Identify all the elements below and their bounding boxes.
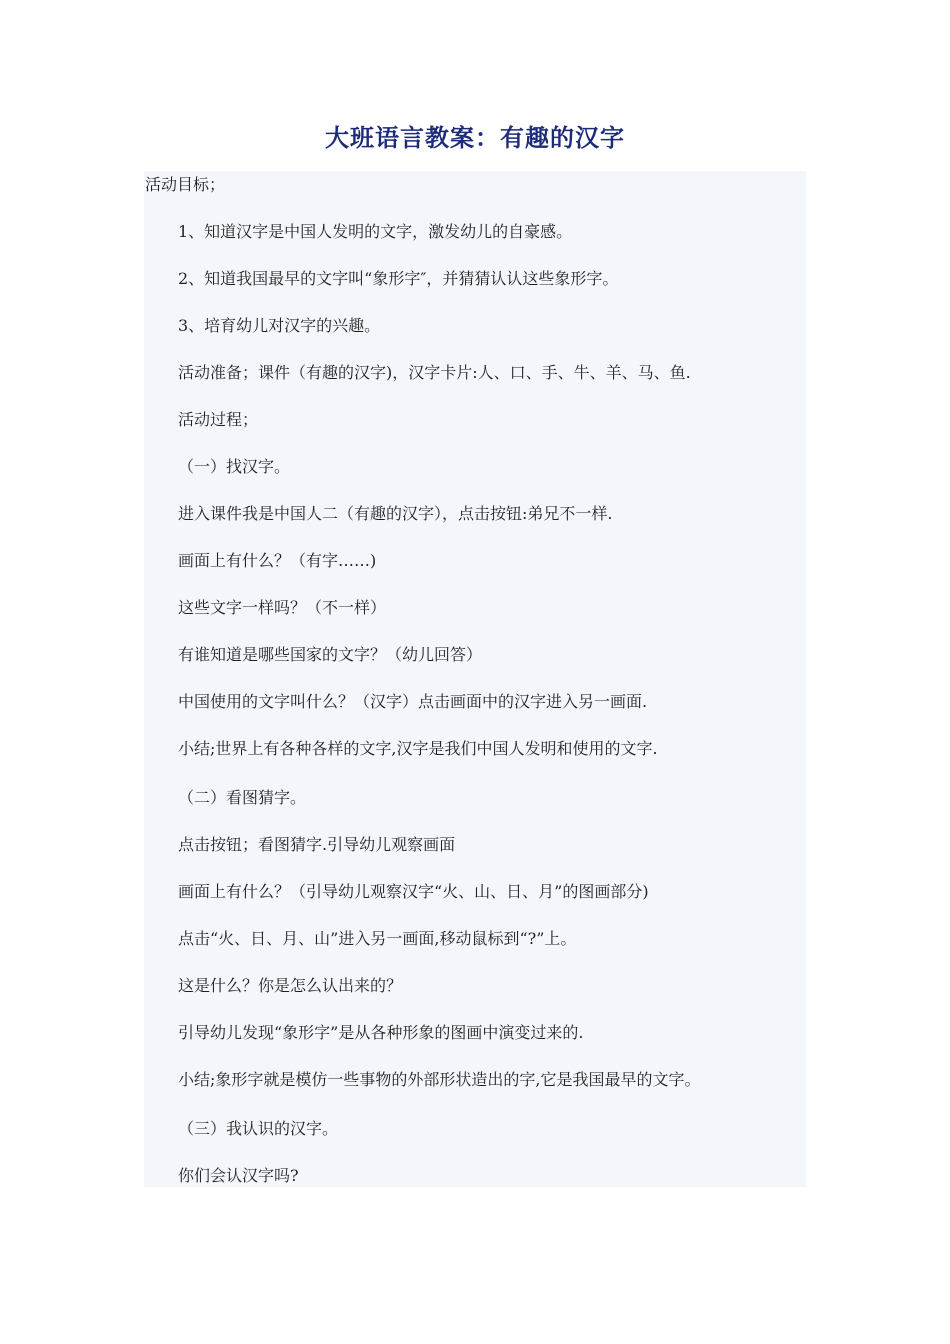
paragraph: 点击按钮；看图猜字.引导幼儿观察画面 bbox=[178, 835, 456, 854]
summary-1: 小结;世界上有各种各样的文字,汉字是我们中国人发明和使用的文字. bbox=[178, 739, 658, 758]
paragraph: 你们会认汉字吗? bbox=[178, 1166, 299, 1185]
section-1-heading: （一）找汉字。 bbox=[178, 457, 291, 476]
process-heading: 活动过程； bbox=[178, 410, 259, 429]
objective-1: 1、知道汉字是中国人发明的文字，激发幼儿的自豪感。 bbox=[178, 222, 573, 241]
objectives-heading: 活动目标； bbox=[145, 175, 226, 194]
paragraph: 引导幼儿发现“象形字”是从各种形象的图画中演变过来的. bbox=[178, 1023, 584, 1042]
paragraph: 画面上有什么？（有字……) bbox=[178, 551, 377, 570]
paragraph: 画面上有什么？（引导幼儿观察汉字“火、山、日、月”的图画部分) bbox=[178, 882, 649, 901]
page-title: 大班语言教案：有趣的汉字 bbox=[325, 123, 625, 152]
paragraph: 这些文字一样吗？（不一样） bbox=[178, 598, 387, 617]
section-2-heading: （二）看图猜字。 bbox=[178, 788, 307, 807]
preparation-line: 活动准备；课件（有趣的汉字)，汉字卡片:人、口、手、牛、羊、马、鱼. bbox=[178, 363, 691, 382]
objective-3: 3、培育幼儿对汉字的兴趣。 bbox=[178, 316, 381, 335]
paragraph: 有谁知道是哪些国家的文字？（幼儿回答） bbox=[178, 645, 483, 664]
paragraph: 点击“火、日、月、山”进入另一画面,移动鼠标到“?”上。 bbox=[178, 929, 577, 948]
summary-2: 小结;象形字就是模仿一些事物的外部形状造出的字,它是我国最早的文字。 bbox=[178, 1070, 701, 1089]
paragraph: 中国使用的文字叫什么？（汉字）点击画面中的汉字进入另一画面. bbox=[178, 692, 648, 711]
paragraph: 这是什么？你是怎么认出来的？ bbox=[178, 976, 403, 995]
paragraph: 进入课件我是中国人二（有趣的汉字），点击按钮:弟兄不一样. bbox=[178, 504, 613, 523]
objective-2: 2、知道我国最早的文字叫“象形字″，并猜猜认认这些象形字。 bbox=[178, 269, 619, 288]
section-3-heading: （三）我认识的汉字。 bbox=[178, 1119, 339, 1138]
